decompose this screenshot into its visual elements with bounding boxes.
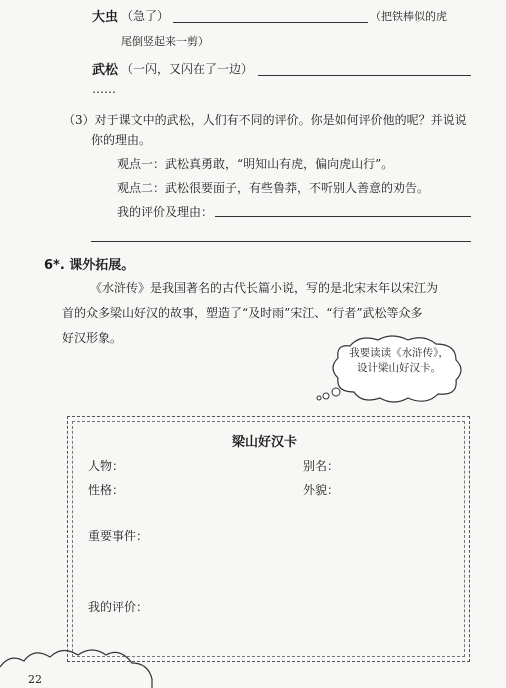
question3-line1: （3）对于课文中的武松，人们有不同的评价。你是如何评价他的呢？并说说	[63, 113, 467, 127]
page-number: 22	[28, 673, 42, 686]
section6-heading: 6*. 课外拓展。	[44, 258, 135, 273]
view-two: 观点二：武松很要面子，有些鲁莽，不听别人善意的劝告。	[117, 181, 430, 195]
card-events-label[interactable]: 重要事件：	[88, 529, 149, 543]
dachong-continuation: 尾倒竖起来一剪）	[121, 35, 209, 48]
card-name-label[interactable]: 人物：	[88, 459, 125, 473]
dachong-paren: （急了）	[121, 9, 170, 23]
bubble-text: 我要读读《水浒传》，设计梁山好汉卡。	[349, 347, 449, 374]
dachong-tail: （把铁棒似的虎	[370, 10, 447, 23]
dachong-answer-line[interactable]	[173, 22, 368, 23]
evaluation-line-2[interactable]	[91, 241, 471, 242]
section6-para-line1: 《水浒传》是我国著名的古代长篇小说，写的是北宋末年以宋江为	[90, 281, 439, 295]
cloud-border-icon	[0, 641, 160, 688]
view-one: 观点一：武松真勇敢，“明知山有虎，偏向虎山行”。	[117, 157, 394, 171]
card-alias-label[interactable]: 别名：	[303, 459, 340, 473]
wusong-paren: （一闪，又闪在了一边）	[121, 62, 254, 76]
wusong-answer-line[interactable]	[258, 75, 471, 76]
my-evaluation-label: 我的评价及理由：	[117, 205, 214, 219]
section6-para-line3: 好汉形象。	[62, 331, 123, 345]
card-appearance-label[interactable]: 外貌：	[303, 483, 340, 497]
speaker-wusong: 武松	[92, 63, 119, 78]
question3-line2: 你的理由。	[91, 133, 152, 147]
card-title: 梁山好汉卡	[232, 435, 298, 450]
ellipsis: ……	[92, 82, 116, 96]
card-evaluation-label[interactable]: 我的评价：	[88, 600, 149, 614]
section6-para-line2: 首的众多梁山好汉的故事，塑造了“及时雨”宋江、“行者”武松等众多	[62, 306, 423, 320]
card-character-label[interactable]: 性格：	[88, 483, 125, 497]
speaker-dachong: 大虫	[92, 10, 119, 25]
evaluation-line-1[interactable]	[215, 216, 471, 217]
